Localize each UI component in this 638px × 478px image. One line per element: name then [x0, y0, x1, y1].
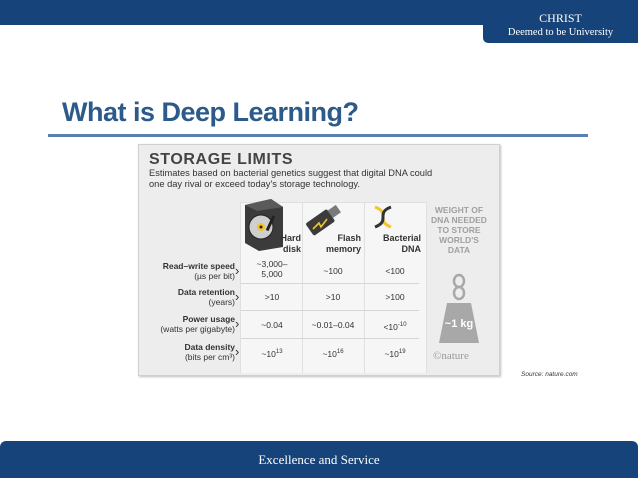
cell-dna-retention: >100 — [385, 292, 405, 302]
university-subtitle: Deemed to be University — [507, 27, 614, 38]
cell-flash-speed: ~100 — [323, 266, 343, 276]
slide-title: What is Deep Learning? — [62, 97, 359, 127]
chevron-right-icon: › — [235, 316, 240, 331]
storage-limits-figure — [138, 144, 500, 376]
cell-dna-density: $\sim 10^{19}$ — [384, 348, 406, 359]
figure-title: STORAGE LIMITS — [149, 151, 294, 168]
figure-description: Estimates based on bacterial genetics suggest that digital DNA could one day rival or exceed today's storage technology. — [149, 168, 433, 189]
row-divider — [241, 310, 419, 311]
column-header-bacterial-dna: Bacterial DNA — [382, 233, 421, 254]
figure-source: Source: nature.com — [521, 371, 578, 378]
title-divider — [48, 134, 588, 137]
university-badge — [483, 8, 638, 43]
cell-hard-disk-power: ~0.04 — [261, 320, 283, 330]
chevron-right-icon: › — [235, 263, 240, 278]
cell-hard-disk-retention: >10 — [264, 292, 280, 302]
nature-logo: ©nature — [433, 350, 469, 362]
cell-flash-density: $\sim 10^{16}$ — [322, 348, 344, 359]
dna-weight-caption: WEIGHT OF DNA NEEDED TO STORE WORLD'S DATA — [431, 205, 487, 255]
chevron-right-icon: › — [235, 289, 240, 304]
cell-hard-disk-speed: ~3,000– 5,000 — [256, 259, 288, 279]
cell-hard-disk-density: $\sim 10^{13}$ — [261, 348, 283, 359]
cell-flash-power: ~0.01–0.04 — [311, 320, 355, 330]
cell-dna-power: $<10^{-10}$ — [383, 321, 407, 332]
column-header-hard-disk: Hard disk — [280, 233, 301, 254]
chevron-right-icon: › — [235, 344, 240, 359]
cell-dna-speed: <100 — [385, 266, 405, 276]
row-label-data-retention: Data retention (years) — [177, 287, 235, 307]
weight-icon — [435, 273, 483, 350]
dna-weight-value: ~1 kg — [444, 318, 474, 330]
university-name: CHRIST — [539, 11, 582, 25]
row-label-read-write-speed: Read–write speed (µs per bit) — [162, 261, 235, 281]
cell-flash-retention: >10 — [325, 292, 341, 302]
footer-banner — [0, 441, 638, 478]
footer-motto: Excellence and Service — [258, 452, 380, 467]
row-label-power-usage: Power usage (watts per gigabyte) — [160, 314, 235, 334]
row-divider — [241, 283, 419, 284]
row-label-data-density: Data density (bits per cm³) — [184, 342, 235, 362]
column-header-flash-memory: Flash memory — [325, 233, 361, 254]
row-divider — [241, 338, 419, 339]
